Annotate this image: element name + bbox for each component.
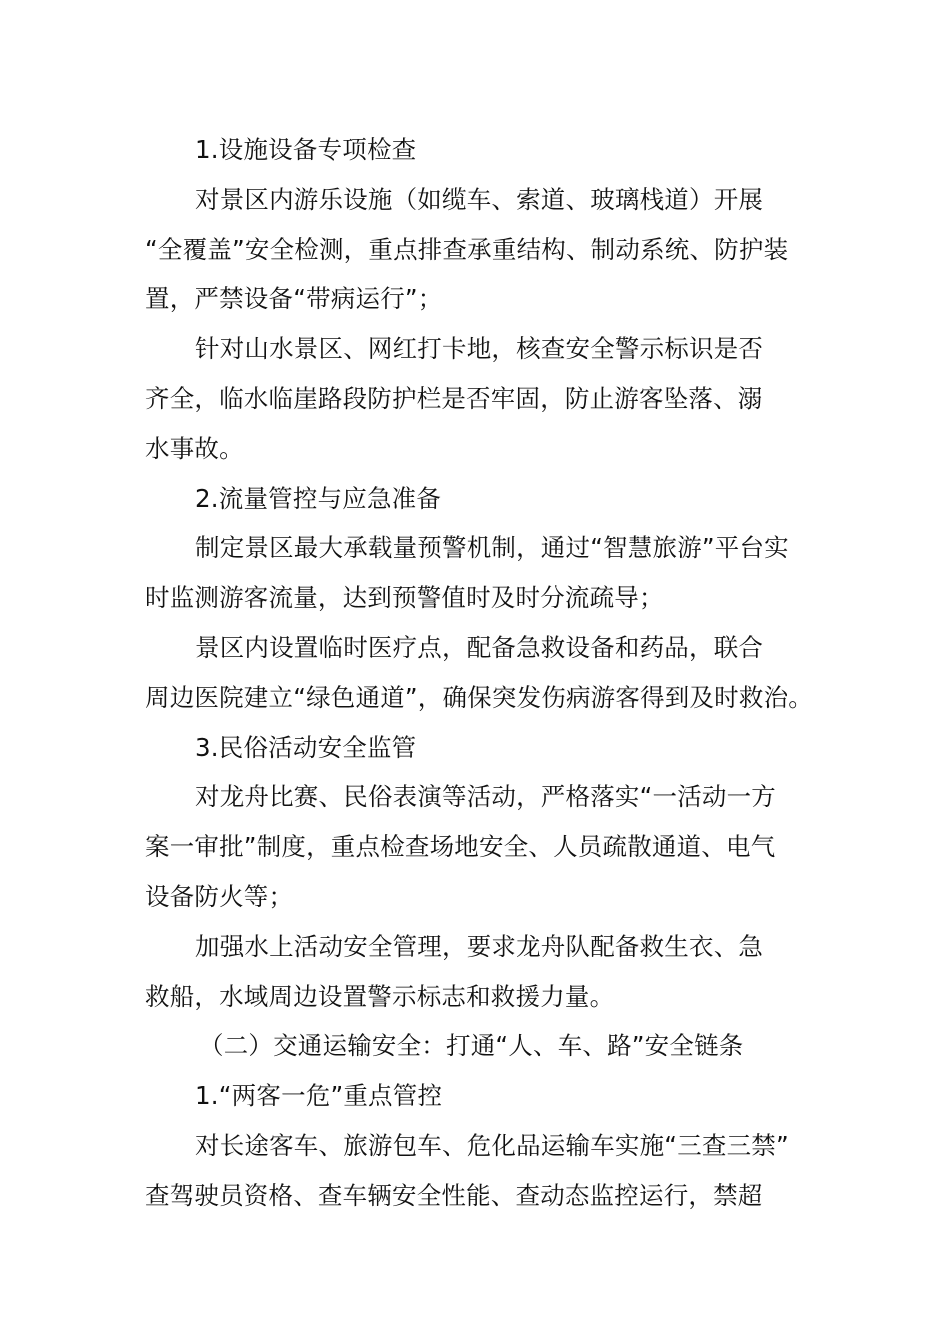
section-heading-transport: （二）交通运输安全：打通“人、车、路”安全链条 <box>199 1031 744 1061</box>
heading-flow-control: 2.流量管控与应急准备 <box>195 483 442 513</box>
heading-facility-inspection: 1.设施设备专项检查 <box>195 135 417 164</box>
paragraph-line: 设备防火等； <box>145 881 294 911</box>
heading-key-vehicles: 1.“两客一危”重点管控 <box>195 1081 443 1111</box>
paragraph-line: 对龙舟比赛、民俗表演等活动，严格落实“一活动一方 <box>195 782 776 812</box>
paragraph-line: 案一审批”制度，重点检查场地安全、人员疏散通道、电气 <box>145 832 776 862</box>
paragraph-line: 水事故。 <box>145 433 244 463</box>
paragraph-line: 周边医院建立“绿色通道”，确保突发伤病游客得到及时救治。 <box>145 682 813 712</box>
paragraph-line: 对长途客车、旅游包车、危化品运输车实施“三查三禁” <box>195 1130 789 1160</box>
paragraph-line: 加强水上活动安全管理，要求龙舟队配备救生衣、急 <box>195 931 764 961</box>
paragraph-line: 对景区内游乐设施（如缆车、索道、玻璃栈道）开展 <box>195 184 764 214</box>
paragraph-line: “全覆盖”安全检测，重点排查承重结构、制动系统、防护装 <box>145 234 789 264</box>
paragraph-line: 查驾驶员资格、查车辆安全性能、查动态监控运行，禁超 <box>145 1180 763 1210</box>
paragraph-line: 时监测游客流量，达到预警值时及时分流疏导； <box>145 583 664 613</box>
paragraph-line: 制定景区最大承载量预警机制，通过“智慧旅游”平台实 <box>195 533 789 563</box>
paragraph-line: 针对山水景区、网红打卡地，核查安全警示标识是否 <box>195 334 764 364</box>
paragraph-line: 置，严禁设备“带病运行”； <box>145 284 443 314</box>
paragraph-line: 景区内设置临时医疗点，配备急救设备和药品，联合 <box>195 632 764 662</box>
heading-folk-activities: 3.民俗活动安全监管 <box>195 732 417 762</box>
document-body <box>145 125 813 1221</box>
paragraph-line: 救船，水域周边设置警示标志和救援力量。 <box>145 981 615 1011</box>
paragraph-line: 齐全，临水临崖路段防护栏是否牢固，防止游客坠落、溺 <box>145 383 763 413</box>
